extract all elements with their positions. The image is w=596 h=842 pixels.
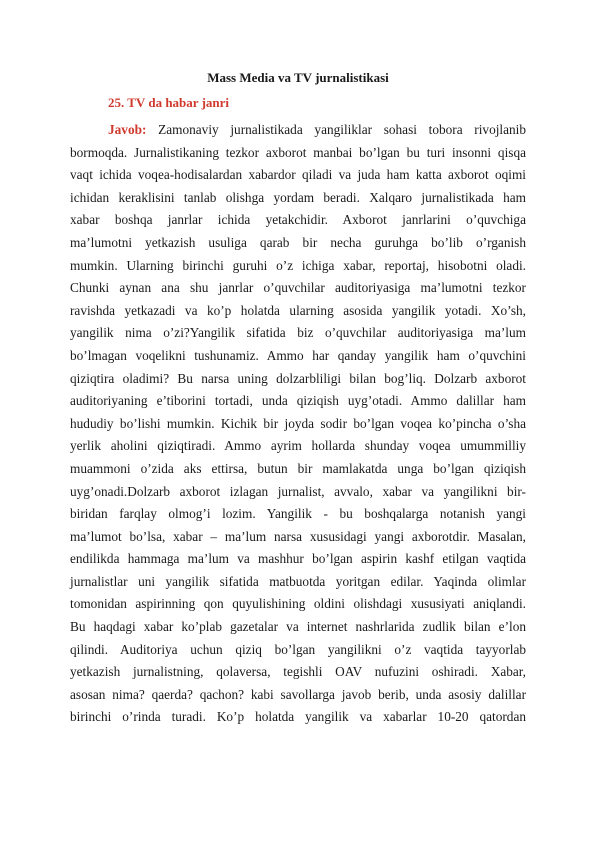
text-line: qiziqtira oladimi? Bu narsa uning dolzarbliligi bilan bog’liq. Dolzarb axborot xyxy=(70,370,526,386)
text-line: Bu haqdagi xabar ko’plab gazetalar va internet nashrlarida zudlik bilan e’lon xyxy=(70,619,526,635)
text-line-content: Zamonaviy jurnalistikada yangiliklar sohasi tobora rivojlanib xyxy=(146,122,526,137)
text-line: ichidan keraklisini tanlab olishga yordam beradi. Xalqaro jurnalistikada ham xyxy=(70,189,526,205)
text-line: bo’lmagan voqelikni tushunamiz. Ammo har qanday yangilik ham o’quvchini xyxy=(70,347,526,363)
text-line xyxy=(70,119,526,142)
text-line: uyg’onadi.Dolzarb axborot izlagan jurnalist, avvalo, xabar va yangilikni bir- xyxy=(70,483,526,499)
answer-label: Javob: xyxy=(108,122,147,137)
text-line: auditoriyaning e’tiborini tortadi, unda qiziqish uyg’otadi. Ammo dalillar ham xyxy=(70,393,526,409)
text-line: ma’lumot bo’lsa, xabar – ma’lum narsa xususidagi yangi axborotdir. Masalan, xyxy=(70,528,526,544)
text-line: qilindi. Auditoriya uchun qiziq bo’lgan yangilikni o’z vaqtida tayyorlab xyxy=(70,641,526,657)
text-line: ravishda yetkazadi va ko’p holatda ularning asosida yangilik yotadi. Xo’sh, xyxy=(70,302,526,318)
text-line: hududiy bo’lishi mumkin. Kichik bir joyda sodir bo’lgan voqea ko’pincha o’sha xyxy=(70,415,526,431)
text-line: yangilik nima o’zi?Yangilik sifatida biz o’quvchilar auditoriyasiga ma’lum xyxy=(70,325,526,341)
text-line: mumkin. Ularning birinchi guruhi o’z ichiga xabar, reportaj, hisobotni oladi. xyxy=(70,257,526,273)
text-line: endilikda hammaga ma’lum va mashhur bo’lgan aspirin kashf etilgan vaqtida xyxy=(70,551,526,567)
text-line: jurnalistlar uni yangilik sifatida matbuotda yoritgan edilar. Yaqinda olimlar xyxy=(70,573,526,589)
text-line: ma’lumotni yetkazish usuliga qarab bir necha guruhga bo’lib o’rganish xyxy=(70,234,526,250)
text-line: xabar boshqa janrlar ichida yetakchidir. Axborot janrlarini o’quvchiga xyxy=(70,212,526,228)
text-line: yetkazish jurnalistning, qolaversa, tegishli OAV nufuzini oshiradi. Xabar, xyxy=(70,664,526,680)
text-line: asosan nima? qaerda? qachon? kabi savollarga javob berib, unda asosiy dalillar xyxy=(70,686,526,702)
text-line: biridan farqlay olmog’i lozim. Yangilik - bu boshqalarga notanish yangi xyxy=(70,506,526,522)
text-line: bormoqda. Jurnalistikaning tezkor axborot manbai bo’lgan bu turi insonni qisqa xyxy=(70,144,526,160)
document-title: Mass Media va TV jurnalistikasi xyxy=(207,70,389,85)
text-line: muammoni o’zida aks ettirsa, butun bir mamlakatda unga bo’lgan qiziqish xyxy=(70,460,526,476)
text-line: vaqt ichida voqea-hodisalardan xabardor qiladi va juda ham katta axborot oqimi xyxy=(70,167,526,183)
text-line: tomonidan aspirinning qon quyulishining oldini olishdagi xususiyati aniqlandi. xyxy=(70,596,526,612)
text-line: yerlik aholini qiziqtiradi. Ammo ayrim hollarda shunday voqea umummilliy xyxy=(70,438,526,454)
text-line: birinchi o’rinda turadi. Ko’p holatda yangilik va xabarlar 10-20 qatordan xyxy=(70,709,526,725)
section-heading: 25. TV da habar janri xyxy=(108,95,230,110)
text-line: Chunki aynan ana shu janrlar o’quvchilar auditoriyasiga ma’lumotni tezkor xyxy=(70,280,526,296)
body-text xyxy=(70,119,526,729)
